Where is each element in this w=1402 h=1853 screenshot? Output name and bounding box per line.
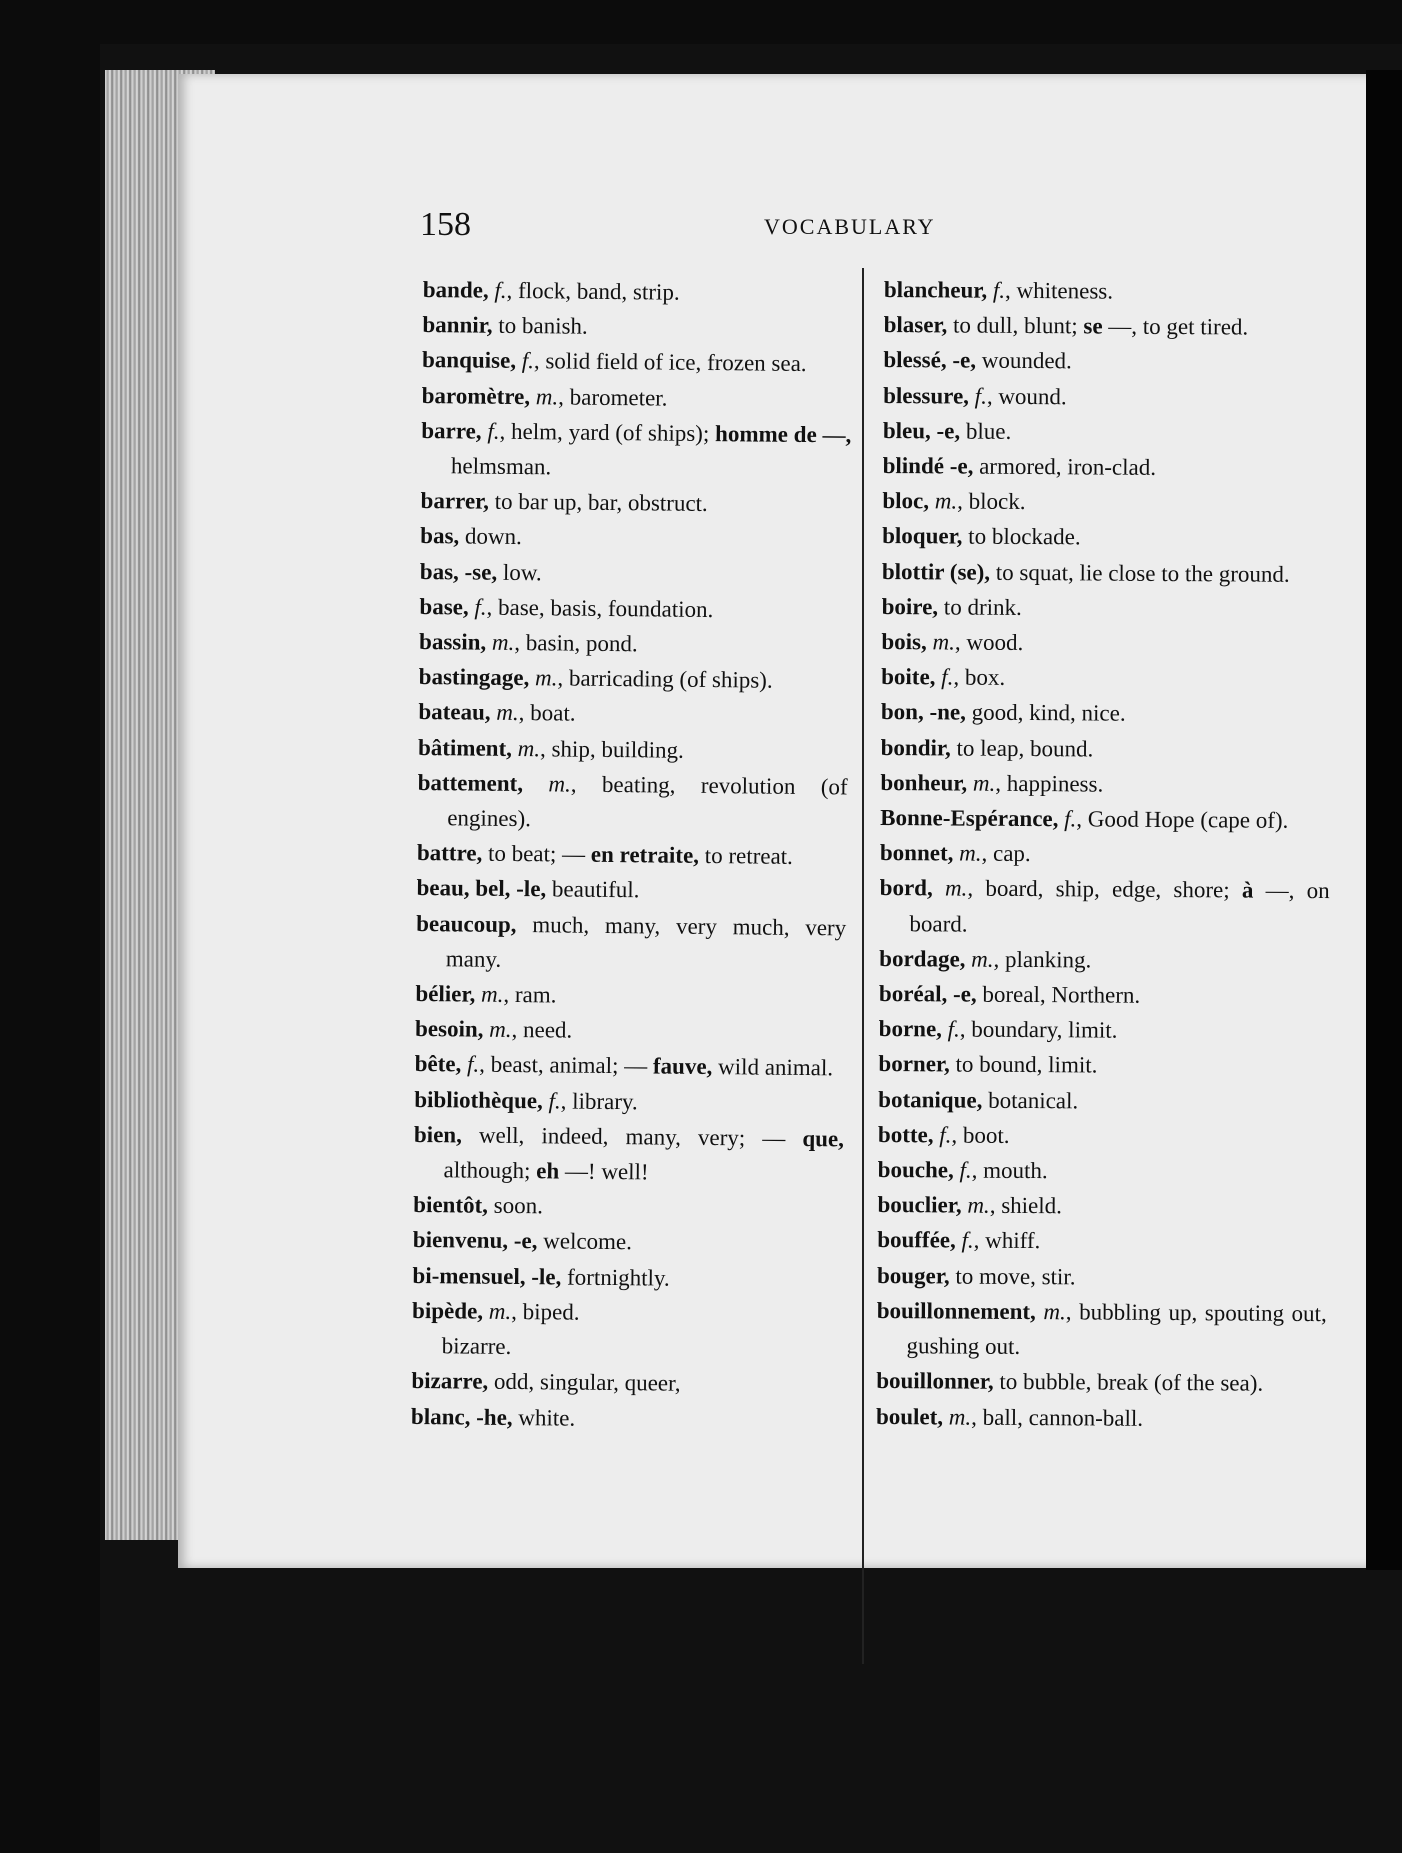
definition: helmsman. — [450, 453, 552, 480]
vocab-entry — [882, 518, 1332, 556]
gender: m. — [1043, 1299, 1066, 1325]
running-head: VOCABULARY — [764, 214, 936, 239]
gender: m. — [944, 875, 968, 902]
definition: well, indeed, many, very; — — [478, 1122, 786, 1151]
definition: need. — [522, 1017, 573, 1043]
gender: f. — [494, 277, 507, 303]
vocab-entry: banquise, f., solid field of ice, frozen sea. — [421, 347, 807, 377]
definition: whiff. — [985, 1228, 1041, 1254]
vocab-entry: baromètre, m., barometer. — [421, 382, 668, 411]
headword: bloquer, — [882, 523, 963, 549]
vocab-entry — [411, 1363, 841, 1403]
stray-text: bizarre. — [441, 1333, 512, 1360]
headword: besoin, — [414, 1016, 484, 1042]
headword: bon, -ne, — [880, 699, 967, 726]
headword: bienvenu, -e, — [412, 1227, 538, 1254]
definition: ball, cannon-ball. — [982, 1404, 1144, 1431]
vocab-entry: bélier, m., ram. — [415, 981, 557, 1008]
left-column — [411, 272, 853, 1438]
vocab-entry — [879, 976, 1329, 1014]
definition: library. — [572, 1088, 638, 1114]
headword: bouger, — [876, 1262, 950, 1289]
definition: soon. — [493, 1193, 544, 1219]
headword: bastingage, — [418, 664, 530, 691]
vocab-entry — [413, 1222, 843, 1262]
gender: m. — [496, 700, 519, 726]
definition: ram. — [514, 982, 557, 1008]
gender: m. — [967, 1192, 990, 1219]
definition: to leap, bound. — [956, 735, 1094, 762]
vocab-entry — [420, 483, 850, 523]
headword: boire, — [881, 593, 939, 620]
definition: planking. — [1004, 946, 1092, 973]
headword: bonnet, — [879, 840, 954, 866]
headword: bien, — [413, 1121, 463, 1148]
vocab-entry: battement, m., beating, revolution (of engines). — [417, 769, 848, 832]
gender: f. — [939, 1122, 952, 1148]
definition: bubbling up, spouting out, gushing out. — [906, 1299, 1327, 1360]
definition: boat. — [530, 700, 576, 727]
definition: although; — [443, 1157, 531, 1184]
headword: bouillonnement, — [876, 1297, 1036, 1324]
definition: cap. — [992, 841, 1031, 867]
vocab-entry — [420, 518, 850, 558]
definition: beating, revolution (of engines). — [447, 771, 848, 832]
definition: —, to get tired. — [1108, 313, 1249, 340]
vocab-entry — [882, 589, 1332, 627]
definition: to drink. — [943, 594, 1022, 620]
vocab-entry: Bonne-Espérance, f., Good Hope (cape of). — [880, 805, 1289, 833]
headword: Bonne-Espérance, — [880, 805, 1059, 832]
headword: bloc, — [882, 488, 930, 514]
definition: beautiful. — [551, 876, 640, 903]
vocab-entry — [882, 554, 1332, 592]
definition: boot. — [962, 1122, 1010, 1148]
definition: to bar up, bar, obstruct. — [494, 488, 708, 517]
vocab-entry — [884, 307, 1334, 345]
definition: ship, building. — [551, 736, 684, 763]
vocab-entry — [877, 1258, 1327, 1296]
definition: box. — [964, 664, 1006, 691]
vocab-entry — [417, 835, 847, 875]
gender: f. — [487, 418, 500, 444]
headword: botanique, — [878, 1086, 983, 1113]
subentry: fauve, — [652, 1053, 713, 1080]
vocab-entry: bête, f., beast, animal; — fauve, wild animal. — [414, 1051, 834, 1081]
headword: blessure, — [883, 382, 970, 409]
definition: much, many, very much, very many. — [445, 911, 847, 972]
subentry: homme de —, — [714, 420, 852, 448]
definition: beast, animal; — — [490, 1052, 648, 1079]
vocab-entry — [413, 1187, 843, 1227]
headword: bande, — [422, 276, 489, 303]
vocab-entry: bouclier, m., shield. — [877, 1192, 1063, 1219]
definition: low. — [502, 559, 542, 585]
definition: biped. — [522, 1298, 580, 1325]
headword: bordage, — [879, 945, 966, 972]
definition: boreal, Northern. — [982, 981, 1141, 1008]
headword: bibliothèque, — [414, 1086, 543, 1113]
headword: base, — [419, 593, 469, 620]
definition: odd, singular, queer, — [493, 1369, 681, 1397]
vocab-entry: bâtiment, m., ship, building. — [417, 734, 684, 763]
vocab-entry — [883, 448, 1333, 486]
definition: barricading (of ships). — [568, 665, 773, 693]
definition: solid field of ice, frozen sea. — [545, 348, 807, 377]
headword: beau, bel, -le, — [416, 875, 547, 902]
subentry: eh — [536, 1158, 560, 1184]
headword: bouclier, — [877, 1192, 962, 1218]
gender: f. — [941, 664, 954, 690]
page-number: 158 — [420, 206, 471, 243]
vocab-entry: boulet, m., ball, cannon-ball. — [875, 1403, 1144, 1431]
gender: m. — [948, 1403, 972, 1430]
headword: boréal, -e, — [878, 981, 977, 1007]
subentry: à — [1241, 877, 1254, 904]
vocab-entry — [876, 1363, 1326, 1401]
vocab-entry — [878, 1082, 1328, 1120]
definition: to retreat. — [704, 843, 794, 870]
gender: m. — [972, 770, 996, 796]
gender: m. — [959, 840, 982, 866]
headword: bord, — [879, 875, 933, 901]
vocab-entry: besoin, m., need. — [414, 1016, 573, 1043]
subentry: que, — [802, 1125, 845, 1152]
headword: bouffée, — [877, 1227, 956, 1254]
vocab-entry: bipède, m., biped. — [411, 1297, 580, 1325]
gender: f. — [521, 348, 535, 374]
headword: bouche, — [877, 1157, 954, 1183]
gender: m. — [534, 665, 558, 691]
definition: flock, band, strip. — [517, 277, 680, 305]
vocab-entry: bouffée, f., whiff. — [877, 1227, 1041, 1254]
vocab-entry: bonheur, m., happiness. — [880, 769, 1104, 797]
vocab-entry: boite, f., box. — [881, 664, 1006, 691]
headword: banquise, — [421, 347, 517, 374]
headword: bipède, — [411, 1297, 484, 1324]
vocab-entry: bastingage, m., barricading (of ships). — [418, 664, 773, 693]
headword: boulet, — [875, 1403, 944, 1429]
headword: blindé -e, — [882, 453, 974, 479]
definition: block. — [968, 488, 1026, 515]
gender: f. — [992, 277, 1006, 303]
definition: wounded. — [981, 348, 1072, 374]
headword: borne, — [878, 1016, 943, 1042]
column-rule — [862, 268, 864, 1664]
definition: wood. — [966, 629, 1024, 656]
vocab-entry: bouillonnement, m., bubbling up, spouting out, gushing out. — [876, 1297, 1327, 1360]
gender: m. — [535, 383, 559, 410]
vocab-entry: bordage, m., planking. — [879, 945, 1092, 973]
vocab-entry: base, f., base, basis, foundation. — [419, 593, 714, 622]
gender: f. — [548, 1088, 561, 1114]
headword: barrer, — [420, 488, 490, 514]
vocab-entry: bibliothèque, f., library. — [414, 1086, 638, 1114]
gender: m. — [480, 981, 504, 1007]
definition: to bound, limit. — [955, 1051, 1098, 1078]
facing-page-edge — [1366, 70, 1402, 1570]
gender: m. — [491, 629, 515, 656]
headword: bête, — [414, 1051, 462, 1077]
gender: m. — [517, 735, 541, 761]
vocab-entry: borne, f., boundary, limit. — [878, 1016, 1118, 1043]
vocab-entry — [883, 413, 1333, 451]
definition: to dull, blunt; — [952, 312, 1078, 339]
definition: down. — [464, 523, 522, 550]
vocab-entry: bassin, m., basin, pond. — [418, 629, 638, 657]
definition: barometer. — [569, 384, 668, 411]
vocab-entry — [881, 694, 1331, 732]
definition: shield. — [1001, 1193, 1063, 1219]
headword: blottir (se), — [881, 558, 991, 585]
definition: base, basis, foundation. — [497, 594, 714, 622]
headword: blancheur, — [883, 276, 988, 303]
headword: bas, -se, — [419, 558, 498, 585]
headword: bassin, — [418, 629, 487, 655]
definition: to beat; — — [487, 840, 586, 867]
definition: wound. — [998, 383, 1067, 409]
vocab-entry: bande, f., flock, band, strip. — [422, 276, 680, 305]
vocab-entry — [416, 906, 847, 981]
gender: f. — [1064, 806, 1077, 832]
gender: f. — [474, 594, 487, 620]
headword: bi-mensuel, -le, — [412, 1262, 562, 1290]
vocab-entry — [412, 1258, 842, 1298]
subentry: en retraite, — [590, 842, 700, 869]
headword: bizarre, — [411, 1368, 489, 1395]
definition: to squat, lie close to the ground. — [995, 559, 1290, 587]
definition: white. — [518, 1404, 576, 1431]
vocab-entry — [413, 1117, 844, 1192]
definition: botanical. — [988, 1087, 1079, 1114]
vocab-entry — [411, 1398, 841, 1438]
definition: to move, stir. — [955, 1263, 1076, 1290]
definition: to banish. — [498, 312, 588, 339]
gender: f. — [961, 1228, 974, 1254]
headword: bonheur, — [880, 769, 968, 796]
definition: wild animal. — [717, 1054, 834, 1081]
gender: m. — [932, 629, 956, 655]
vocab-entry — [420, 554, 850, 594]
headword: bois, — [881, 629, 927, 655]
headword: beaucoup, — [416, 910, 517, 937]
vocab-entry: bord, m., board, ship, edge, shore; à —, on board. — [879, 875, 1330, 937]
vocab-entry: botte, f., boot. — [877, 1121, 1010, 1148]
headword: bélier, — [415, 981, 476, 1007]
vocab-entry: bloc, m., block. — [882, 488, 1026, 515]
headword: borner, — [878, 1051, 950, 1077]
gender: m. — [548, 771, 571, 797]
vocab-entry — [416, 870, 846, 910]
gender: m. — [934, 488, 958, 514]
definition: to bubble, break (of the sea). — [999, 1369, 1264, 1396]
gender: f. — [947, 1016, 960, 1042]
headword: boite, — [881, 664, 936, 690]
gender: m. — [489, 1017, 512, 1043]
headword: bondir, — [880, 734, 951, 761]
gender: f. — [466, 1051, 480, 1078]
headword: blanc, -he, — [410, 1403, 513, 1430]
gender: m. — [971, 946, 994, 972]
vocab-entry: bouche, f., mouth. — [877, 1157, 1048, 1184]
definition: helm, yard (of ships); — [510, 418, 710, 446]
definition: welcome. — [543, 1228, 633, 1255]
gender: m. — [488, 1298, 512, 1324]
right-column — [876, 272, 1334, 1437]
vocab-entry — [878, 1046, 1328, 1084]
page-header — [420, 206, 1240, 246]
headword: baromètre, — [421, 382, 531, 409]
vocab-entry: bonnet, m., cap. — [879, 840, 1031, 867]
definition: mouth. — [983, 1157, 1048, 1184]
vocab-entry: blessure, f., wound. — [883, 382, 1067, 409]
definition: basin, pond. — [525, 630, 638, 657]
gender: f. — [959, 1157, 972, 1183]
headword: bientôt, — [413, 1192, 489, 1219]
headword: blessé, -e, — [883, 347, 977, 374]
headword: barre, — [421, 417, 482, 444]
headword: bouillonner, — [876, 1368, 994, 1395]
definition: boundary, limit. — [971, 1016, 1118, 1043]
definition: armored, iron-clad. — [979, 453, 1157, 480]
definition: Good Hope (cape of). — [1087, 806, 1289, 833]
definition: happiness. — [1006, 770, 1104, 797]
headword: botte, — [877, 1121, 934, 1148]
headword: bas, — [420, 523, 460, 549]
definition: —, on board. — [909, 878, 1330, 937]
headword: battement, — [417, 769, 524, 796]
definition: good, kind, nice. — [971, 700, 1126, 727]
headword: bannir, — [422, 312, 493, 338]
definition: board, ship, edge, shore; — [985, 876, 1230, 903]
definition: fortnightly. — [566, 1264, 670, 1291]
vocab-entry: bois, m., wood. — [881, 629, 1024, 656]
headword: blaser, — [883, 312, 948, 338]
headword: bâtiment, — [417, 734, 513, 761]
vocab-entry: barre, f., helm, yard (of ships); homme de —, helmsman. — [421, 417, 852, 480]
headword: bleu, -e, — [882, 417, 961, 444]
headword: battre, — [416, 840, 483, 866]
vocab-entry: blancheur, f., whiteness. — [883, 276, 1114, 304]
gender: f. — [974, 383, 987, 409]
subentry: se — [1083, 313, 1103, 339]
definition: blue. — [965, 418, 1012, 444]
vocab-entry: bateau, m., boat. — [418, 699, 576, 727]
vocab-entry — [883, 342, 1333, 380]
vocab-entry — [422, 307, 852, 347]
headword: bateau, — [418, 699, 491, 726]
definition: —! well! — [564, 1158, 649, 1185]
vocab-entry — [881, 730, 1331, 768]
definition: whiteness. — [1016, 277, 1114, 304]
definition: to blockade. — [968, 524, 1081, 550]
